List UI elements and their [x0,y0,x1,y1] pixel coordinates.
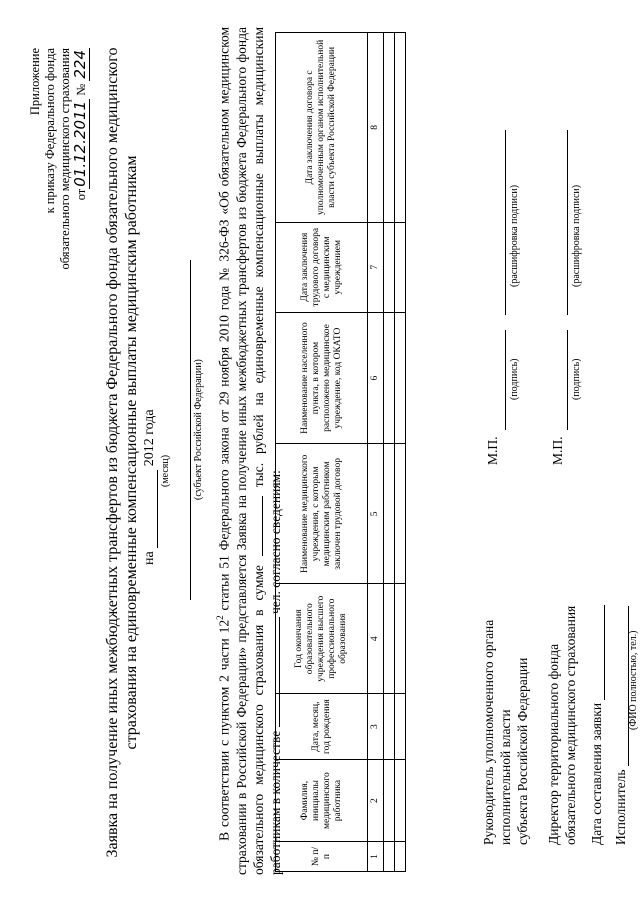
subject-caption: (субъект Российской Федерации) [193,359,204,500]
table-cell [395,842,406,872]
signature-line-1 [505,330,506,430]
executor-blank [615,606,629,766]
head-line1: Руководитель уполномоченного органа [481,619,496,845]
table-header-row [276,33,368,872]
document-title [103,40,141,865]
table-row [395,33,406,872]
main-paragraph [212,27,284,875]
decoding-caption-2: (расшифровка подписи) [571,184,582,287]
col-header: Год окончания образовательного учреждения высшего профессионального образования [276,584,368,694]
director-line2: обязательного медицинского страхования [563,605,578,845]
col-header: Дата заключения договора с уполномоченным органом исполнительной власти субъекта Российской Федерации [276,33,368,223]
table-cell [384,842,395,872]
table-cell [384,312,395,444]
executor-block [612,606,629,845]
workers-table [275,32,406,872]
appendix-line3: обязательного медицинского страхования [58,48,72,270]
col-number: 8 [368,33,384,223]
col-header: Наименование населенного пункта, в котором расположено медицинское учреждение, код ОКАТО [276,312,368,444]
date-block [588,605,605,845]
stamp-place-1: М.П. [485,436,500,465]
col-header: Дата заключения трудового договора с медицинским учреждением [276,222,368,312]
para-part3: тыс. рублей на единовременные компенсационные выплаты медицинским работникам в количестве [250,26,283,875]
table-number-row [368,33,384,872]
signature-line-2 [567,330,568,430]
table-cell [395,760,406,842]
head-line2: исполнительной власти [498,709,513,845]
para-part1: В соответствии с пунктом 2 части 12 [216,619,232,841]
col-header: № п/п [276,842,368,872]
month-year-line [142,295,158,565]
head-line3: субъекта Российской Федерации [515,657,530,845]
para-sup: 2 [215,615,225,620]
decoding-caption-1: (расшифровка подписи) [509,184,520,287]
executor-label: Исполнитель [613,769,628,845]
col-number: 1 [368,842,384,872]
appendix-block [28,48,89,388]
appendix-line2: к приказу Федерального фонда [43,48,57,214]
executor-caption: (ФИО полностью, тел.) [628,630,639,730]
year-text: 2012 года [142,409,157,467]
decoding-line-2 [567,130,568,315]
para-part4: чел. согласно сведениям: [267,470,283,614]
table-row [384,33,395,872]
date-label: Дата составления заявки [589,702,604,845]
table-cell [395,222,406,312]
appendix-date-line [73,48,89,388]
month-caption: (месяц) [160,454,171,487]
director-line1: Директор территориального фонда [546,643,561,845]
subject-blank [190,260,191,600]
signature-caption-1: (подпись) [509,358,520,400]
number-prefix: № [74,83,88,96]
col-header: Фамилия, инициалы медицинского работника [276,760,368,842]
signature-caption-2: (подпись) [571,358,582,400]
col-number: 5 [368,444,384,584]
col-header: Наименование медицинского учреждения, с которым медицинским работником заключен трудовой договор [276,444,368,584]
sum-blank [251,496,263,556]
col-header: Дата, месяц, год рождения [276,694,368,760]
decoding-line-1 [505,130,506,315]
stamp-place-2: М.П. [550,436,565,465]
table-cell [384,694,395,760]
table-cell [395,444,406,584]
col-number: 7 [368,222,384,312]
table-cell [384,33,395,223]
para-part2: статьи 51 Федерального закона от 29 ноября 2010 года № 326-ФЗ «Об обязательном медицинском страховании в Российской Федерации» представляется Заявка на получение иных межбюджетных трансфертов из бюджета Федерального фонда обязательного медицинского страхования в сумме [216,26,266,875]
col-number: 4 [368,584,384,694]
col-number: 3 [368,694,384,760]
date-prefix: от [74,188,88,201]
date-blank [591,605,605,700]
table-cell [384,222,395,312]
handwritten-number: 224 [71,50,89,79]
table-cell [395,312,406,444]
table-cell [384,760,395,842]
table-cell [384,584,395,694]
table-cell [395,33,406,223]
director-signature-block [545,606,579,845]
on-word: на [142,551,157,565]
month-blank [144,470,158,548]
title-line1: Заявка на получение иных межбюджетных трансфертов из бюджета Федерального фонда обязательного медицинского [104,47,121,858]
head-signature-block [480,620,531,845]
col-number: 2 [368,760,384,842]
table-cell [384,444,395,584]
table-cell [395,584,406,694]
table-cell [395,694,406,760]
handwritten-date: 01.12.2011 [71,100,89,187]
title-line2: страхования на единовременные компенсационные выплаты медицинским работникам [123,155,140,750]
col-number: 6 [368,312,384,444]
appendix-line1: Приложение [28,48,42,116]
